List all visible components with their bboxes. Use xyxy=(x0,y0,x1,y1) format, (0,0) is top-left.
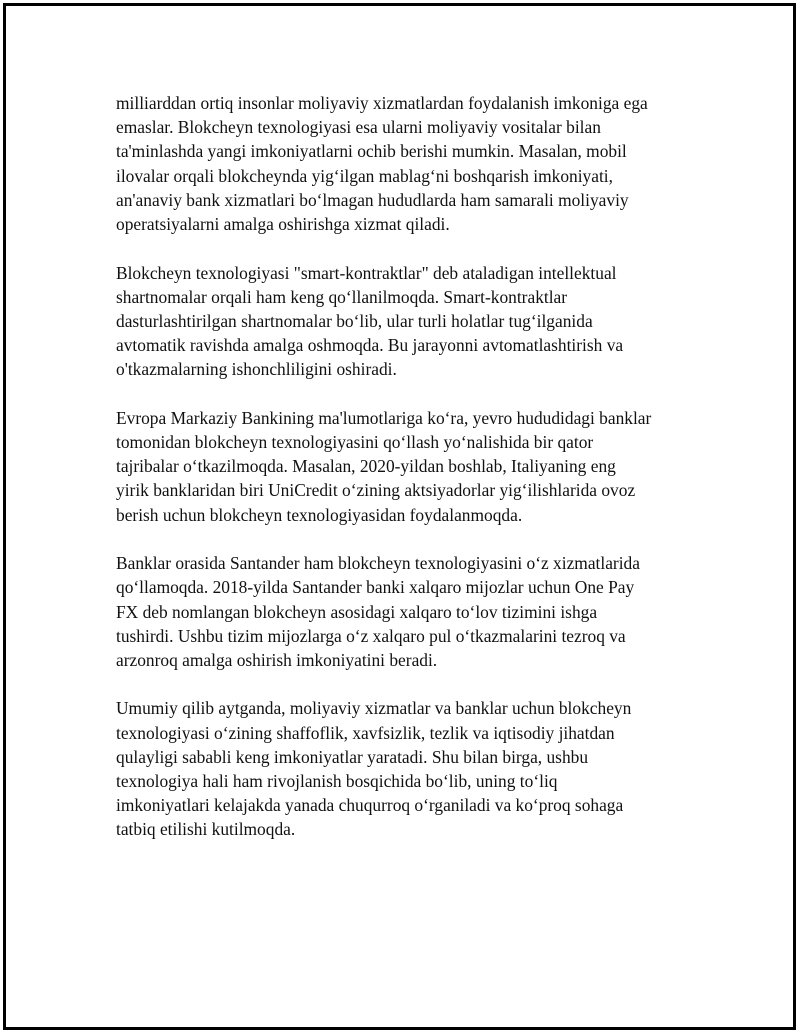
paragraph-2: Blokcheyn texnologiyasi "smart-kontraktlar" deb ataladigan intellektual shartnomalar orqali ham keng qo‘llanilmoqda. Smart-kontraktlar dasturlashtirilgan shartnomalar bo‘lib, ular turli holatlar tug‘ilganida avtomatik ravishda amalga oshmoqda. Bu jarayonni avtomatlashtirish va o'tkazmalarning ishonchliligini oshiradi. xyxy=(116,262,624,380)
paragraph-1: milliarddan ortiq insonlar moliyaviy xizmatlardan foydalanish imkoniga ega emaslar. Blokcheyn texnologiyasi esa ularni moliyaviy vositalar bilan ta'minlashda yangi imkoniyatlarni ochib berishi mumkin. Masalan, mobil ilovalar orqali blokcheynda yig‘ilgan mablag‘ni boshqarish imkoniyati, an'anaviy bank xizmatlari bo‘lmagan hududlarda ham samarali moliyaviy operatsiyalarni amalga oshirishga xizmat qiladi. xyxy=(116,93,648,235)
document-body xyxy=(116,91,706,866)
paragraph-3: Evropa Markaziy Bankining ma'lumotlariga ko‘ra, yevro hududidagi banklar tomonidan blokcheyn texnologiyasini qo‘llash yo‘nalishida bir qator tajribalar o‘tkazilmoqda. Masalan, 2020-yildan boshlab, Italiyaning eng yirik banklaridan biri UniCredit o‘zining aktsiyadorlar yig‘ilishlarida ovoz berish uchun blokcheyn texnologiyasidan foydalanmoqda. xyxy=(116,407,652,525)
paragraph-5: Umumiy qilib aytganda, moliyaviy xizmatlar va banklar uchun blokcheyn texnologiyasi o‘zining shaffoflik, xavfsizlik, tezlik va iqtisodiy jihatdan qulayligi sababli keng imkoniyatlar yaratadi. Shu bilan birga, ushbu texnologiya hali ham rivojlanish bosqichida bo‘lib, uning to‘liq imkoniyatlari kelajakda yanada chuqurroq o‘rganiladi va ko‘proq sohaga tatbiq etilishi kutilmoqda. xyxy=(116,698,632,840)
paragraph-4: Banklar orasida Santander ham blokcheyn texnologiyasini o‘z xizmatlarida qo‘llamoqda. 2018-yilda Santander banki xalqaro mijozlar uchun One Pay FX deb nomlangan blokcheyn asosidagi xalqaro to‘lov tizimini ishga tushirdi. Ushbu tizim mijozlarga o‘z xalqaro pul o‘tkazmalarini tezroq va arzonroq amalga oshirish imkoniyatini beradi. xyxy=(116,553,640,670)
